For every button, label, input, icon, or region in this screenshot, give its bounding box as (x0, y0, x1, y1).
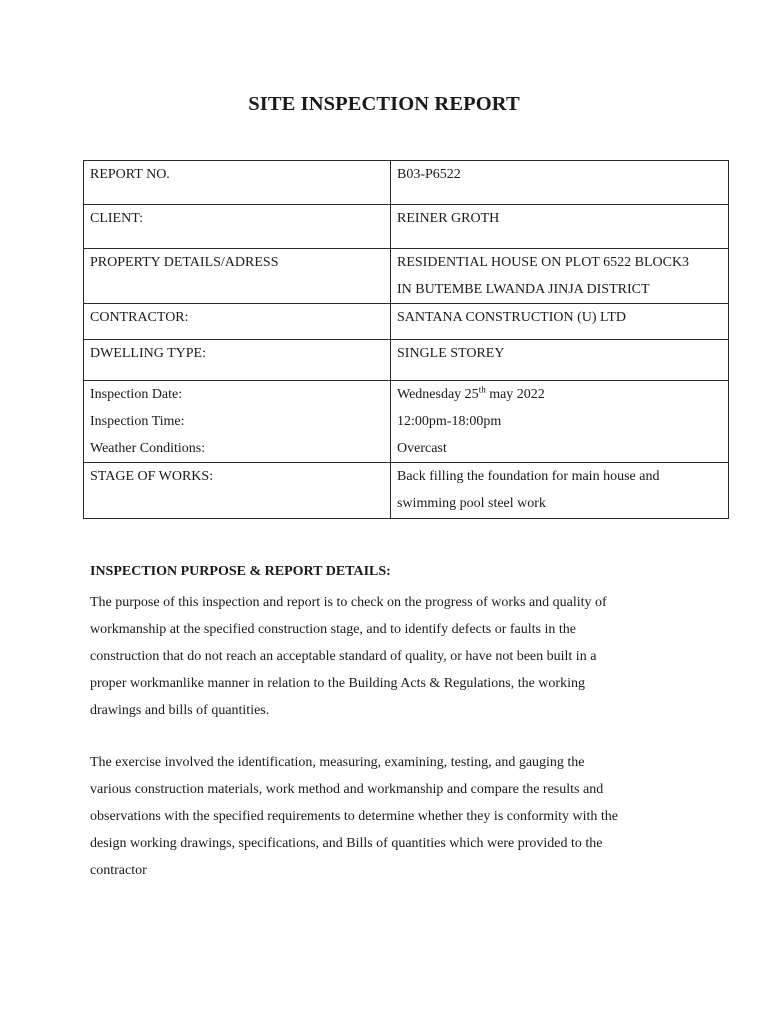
report-no-value: B03-P6522 (391, 161, 729, 205)
paragraph-line: various construction materials, work method and workmanship and compare the results and (90, 782, 604, 797)
dwelling-type-label: DWELLING TYPE: (84, 340, 391, 381)
paragraph-line: observations with the specified requirements to determine whether they is conformity with the (90, 809, 618, 824)
table-row (84, 205, 729, 249)
inspection-time-value: 12:00pm-18:00pm (397, 414, 502, 429)
inspection-labels (84, 381, 391, 463)
property-value-line: IN BUTEMBE LWANDA JINJA DISTRICT (397, 282, 650, 297)
table-row (84, 161, 729, 205)
paragraph-line: proper workmanlike manner in relation to the Building Acts & Regulations, the working (90, 676, 585, 691)
stage-of-works-label: STAGE OF WORKS: (84, 463, 391, 519)
paragraph-line: drawings and bills of quantities. (90, 703, 270, 718)
purpose-paragraph (90, 589, 690, 724)
client-label: CLIENT: (84, 205, 391, 249)
inspection-date-value (397, 381, 722, 408)
client-value: REINER GROTH (391, 205, 729, 249)
contractor-label: CONTRACTOR: (84, 304, 391, 340)
inspection-values (391, 381, 729, 463)
paragraph-line: workmanship at the specified construction stage, and to identify defects or faults in the (90, 622, 576, 637)
paragraph-line: design working drawings, specifications, and Bills of quantities which were provided to the (90, 836, 603, 851)
report-no-label: REPORT NO. (84, 161, 391, 205)
paragraph-line: The purpose of this inspection and report is to check on the progress of works and quality of (90, 595, 607, 610)
table-row (84, 381, 729, 463)
paragraph-line: The exercise involved the identification, measuring, examining, testing, and gauging the (90, 755, 585, 770)
property-label: PROPERTY DETAILS/ADRESS (84, 249, 391, 304)
table-row (84, 340, 729, 381)
report-details-table (83, 160, 729, 519)
property-value-line: RESIDENTIAL HOUSE ON PLOT 6522 BLOCK3 (397, 255, 690, 270)
property-value (391, 249, 729, 304)
inspection-date-suffix: may 2022 (485, 387, 545, 402)
table-row (84, 463, 729, 519)
purpose-heading: INSPECTION PURPOSE & REPORT DETAILS: (90, 564, 391, 579)
inspection-date-label: Inspection Date: (90, 387, 183, 402)
dwelling-type-value: SINGLE STOREY (391, 340, 729, 381)
paragraph-line: construction that do not reach an acceptable standard of quality, or have not been built in a (90, 649, 597, 664)
table-row (84, 304, 729, 340)
inspection-time-label: Inspection Time: (90, 414, 185, 429)
inspection-date-ordinal: th (478, 384, 486, 395)
report-title: SITE INSPECTION REPORT (248, 93, 520, 115)
weather-label: Weather Conditions: (90, 441, 206, 456)
paragraph-line: contractor (90, 863, 147, 878)
weather-value: Overcast (397, 441, 447, 456)
stage-of-works-value (391, 463, 729, 519)
contractor-value: SANTANA CONSTRUCTION (U) LTD (391, 304, 729, 340)
inspection-date-prefix: Wednesday 25 (397, 387, 479, 402)
stage-value-line: Back filling the foundation for main house and (397, 469, 660, 484)
stage-value-line: swimming pool steel work (397, 496, 546, 511)
exercise-paragraph (90, 749, 690, 884)
table-row (84, 249, 729, 304)
